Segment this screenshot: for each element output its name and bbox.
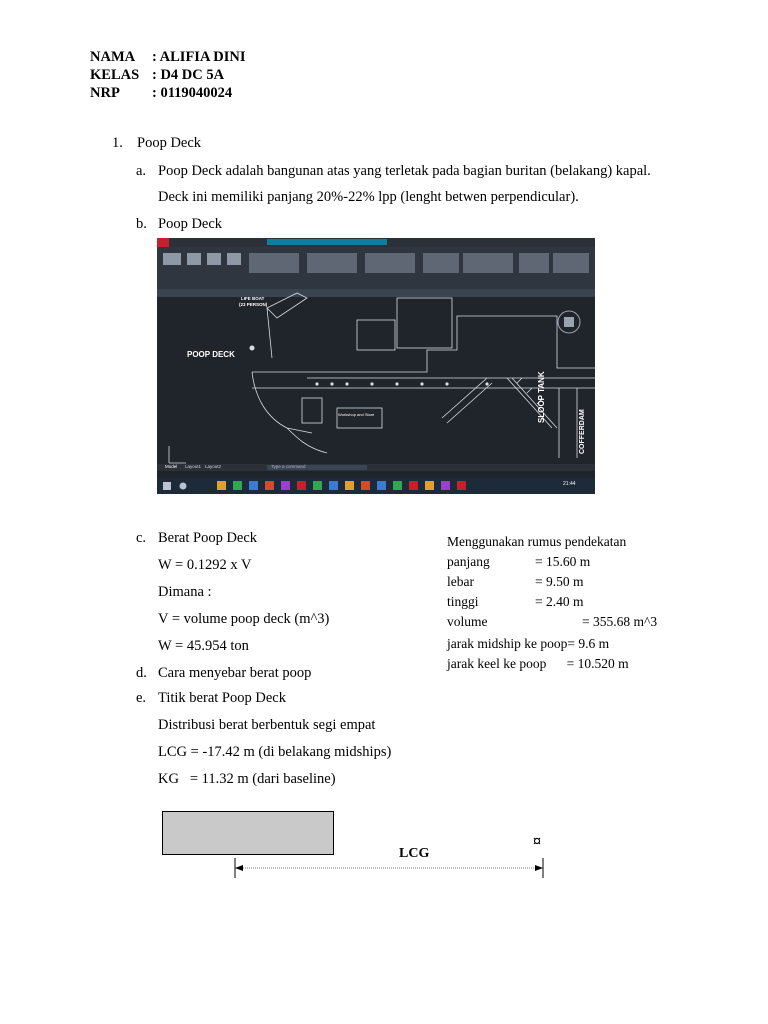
dimension-label: tinggi [447,594,479,609]
search-icon [180,483,187,490]
dimension-value: = 9.50 m [535,574,584,589]
item-a-marker: a. [136,163,147,179]
cad-drawing [157,238,595,494]
dimension-value: = 355.68 m^3 [582,614,658,629]
lcg-value: LCG = -17.42 m (di belakang midships) [158,744,392,760]
item-e-marker: e. [136,690,147,706]
approx-formula-heading: Menggunakan rumus pendekatan [447,534,627,549]
cad-tab-layout1[interactable]: Layout1 [185,464,202,469]
volume-definition: V = volume poop deck (m^3) [158,611,330,627]
dimension-row [447,612,657,632]
cad-command-line[interactable]: Type a command [271,464,306,469]
dimension-value: = 2.40 m [535,594,584,609]
poop-deck-weight-block [162,811,334,855]
student-name [90,48,245,66]
class-value: : D4 DC 5A [152,67,225,83]
section-title: Poop Deck [137,135,202,151]
name-label: NAMA [90,49,136,65]
dimension-label: lebar [447,574,474,589]
dimension-row [447,592,584,612]
item-c-marker: c. [136,530,147,546]
cad-label-cofferdam: COFFERDAM [579,409,586,454]
dimension-label: volume [447,614,488,629]
item-d-marker: d. [136,665,147,681]
keel-distance: jarak keel ke poop = 10.520 m [447,656,629,671]
distribution-text: Distribusi berat berbentuk segi empat [158,717,376,733]
arc-tool-icon [227,253,241,265]
midship-distance: jarak midship ke poop= 9.6 m [447,636,610,651]
ucs-icon [169,446,186,463]
lcg-label: LCG [399,846,430,861]
class-label: KELAS [90,67,140,83]
student-nrp [90,84,232,102]
cad-label-life-boat-sub: (23 PERSON) [239,302,268,307]
item-c-title: Berat Poop Deck [158,530,258,546]
nrp-label: NRP [90,85,120,101]
polyline-tool-icon [187,253,201,265]
lcg-dimension-line [230,856,550,880]
section-number: 1. [112,135,123,151]
cad-label-workshop: Workshop and Store [338,412,375,417]
windows-start-icon [163,482,171,490]
item-b-marker: b. [136,216,147,232]
cad-tab-layout2[interactable]: Layout2 [205,464,222,469]
item-a-line1: Poop Deck adalah bangunan atas yang terletak pada bagian buritan (belakang) kapal. [158,163,651,179]
autocad-logo-icon [157,238,169,247]
weight-result: W = 45.954 ton [158,638,249,654]
cad-label-poop-deck: POOP DECK [187,350,235,359]
dimension-value: = 15.60 m [535,554,591,569]
kg-value: KG = 11.32 m (dari baseline) [158,771,336,787]
item-b-title: Poop Deck [158,216,223,232]
item-a-line2: Deck ini memiliki panjang 20%-22% lpp (lenght betwen perpendicular). [158,189,579,205]
dimension-label: panjang [447,554,490,569]
dimension-row [447,572,584,592]
midship-symbol-icon: ¤ [533,833,541,850]
cad-tab-model[interactable]: Model [165,464,178,469]
dimension-row [447,552,590,572]
weight-formula: W = 0.1292 x V [158,557,252,573]
circle-tool-icon [207,253,221,265]
student-class [90,66,224,84]
line-tool-icon [163,253,181,265]
name-value: : ALIFIA DINI [152,49,246,65]
cad-screenshot-figure [157,238,595,494]
cad-label-life-boat: LIFE BOAT [241,296,265,301]
item-e-title: Titik berat Poop Deck [158,690,286,706]
nrp-value: : 0119040024 [152,85,233,101]
item-d-title: Cara menyebar berat poop [158,665,312,681]
taskbar-clock: 21:44 [563,481,576,487]
cad-label-sloop-tank: SLOOP TANK [537,371,546,423]
dimana-label: Dimana : [158,584,212,600]
